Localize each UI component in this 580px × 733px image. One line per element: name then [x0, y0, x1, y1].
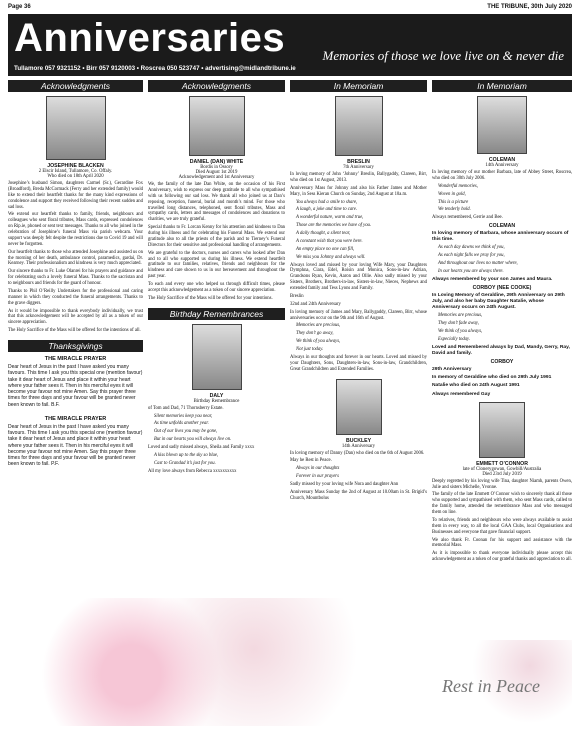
- notice-name: DANIEL (DAN) WHITE: [189, 159, 244, 165]
- notice-text: In loving memory of Barbara, whose anniversary occurs of this time.: [432, 231, 569, 243]
- flower-banner-image: [8, 598, 418, 726]
- notice-address: Bordís in Ossory: [200, 165, 233, 170]
- notice-text: Always loved and missed by your loving Wife Mary, your Daughters Dymphna, Ciara, Edel, Roisin and Monica, Sons-in-law Adrian, Grandsons Ryan, Kevin, Aaron and Ollie. Also sadly missed by your Sisters, Brothers, Brothers-in-law, Sisters-in-law, Nieces, Nephews and extended family and Tess Lyons and Family.: [290, 262, 427, 291]
- notice-text: In loving memory of Danny (Dan) who died on the 6th of August 2006.: [290, 450, 425, 456]
- column-in-memoriam-2: [432, 80, 572, 563]
- notice-text: In Loving Memory of Geraldine, 29th Anniversary on 29th July, and also her baby Daughter Natalie, whose Anniversary occurs on 24th August.: [432, 293, 565, 311]
- portrait-photo: [192, 324, 242, 390]
- verse-line: Memories are precious,: [296, 323, 341, 329]
- column-acknowledgments-1: [8, 80, 143, 468]
- notice-date: Acknowledgement and 1st Anniversary: [178, 175, 255, 180]
- verse-line: They don’t fade away,: [438, 321, 479, 327]
- notice-address: 2 Elscir Island, Tullamore, Co. Offaly.: [38, 169, 113, 174]
- verse-line: Not just today.: [296, 347, 324, 352]
- notice-name: EMMETT O’CONNOR: [476, 460, 528, 467]
- notice-name: DALY: [209, 392, 224, 399]
- verse-line: We think of you always,: [438, 329, 483, 335]
- verse-line: Those are the memories we have of you.: [296, 223, 372, 229]
- notice-text: 29th Anniversary: [432, 367, 472, 373]
- verse-line: A daily thought, a silent tear,: [296, 231, 351, 236]
- verse-line: In our hearts you are always there.: [438, 269, 504, 274]
- top-bar: [8, 4, 572, 14]
- verse-line: A constant wish that you were here.: [296, 238, 363, 244]
- notice-text: Always remembered by your son James and Maura.: [432, 276, 553, 282]
- notice-name: COLEMAN: [488, 157, 516, 163]
- verse-line: Out of our lives you may be gone,: [154, 429, 218, 435]
- column-in-memoriam-1: [290, 80, 427, 502]
- notice-sub: late of Clonerygowan, Gowbill/Australia: [462, 466, 542, 472]
- masthead: [8, 14, 572, 76]
- verse-line: Forever in our prayers: [296, 474, 339, 480]
- notice-text: Loved and Remembered always by Dad, Mandy, Gerry, Ray, David and family.: [432, 344, 570, 356]
- notice-text: 32nd and 24th Anniversary: [290, 301, 341, 307]
- verse-line: As each night falls we pray for you,: [438, 253, 505, 259]
- notice-text: of Tom and Dad, 71 Thornsberry Estate.: [148, 405, 224, 411]
- notice-text: Anniversary Mass Sunday the 2nd of August at 10.00am in St. Brigid’s Church, Mountbolus: [290, 489, 427, 501]
- prayer-body: Dear heart of Jesus in the past I have asked you many favours. This time I ask you this special one (mention favour) take it dear heart of Jesus and place it within your heart where your father sees it. Then in his merciful eyes it will become your favour not mine Amen. Say this prayer three times for three days and your favour will be granted never been known to fail. B.F.: [8, 364, 143, 408]
- notice-text: We are grateful to the doctors, nurses and carers who looked after Dan and to all who supported us during his illness. We extend heartfelt gratitude to our families, relatives, friends and neighbours for the kindness and care shown to us in our bereavement and throughout the past year.: [148, 250, 285, 280]
- section-header: In Memoriam: [432, 80, 572, 92]
- notice-text: To relatives, friends and neighbours who were always available to assist them in every way, to all the local GAA Clubs, local Organisations and Businesses and everyone that gave financial support.: [432, 517, 572, 535]
- verse-line: As each day dawns we think of you,: [438, 245, 505, 251]
- verse-line: Silent memories keep you near,: [154, 413, 213, 419]
- notice-text: Always in our thoughts and forever in our hearts. Loved and missed by your Daughters, Sons, Daughters-in-law, Sons-in-law, Grandchildren, Great Grandchildren and Extended Families.: [290, 354, 427, 372]
- notice-text: We extend our heartfelt thanks to family, friends, neighbours and colleagues who sent floral tributes, Mass cards, expressed condolences on Rip.ie, phoned or sent text messages. Thanks to all who joined in the celebration of Josephine’s funeral Mass via parish webcam. Your support was deeply felt despite the restrictions due to Covid 19 and will never be forgotten.: [8, 212, 143, 247]
- portrait-photo: [477, 96, 527, 154]
- verse-line: They don’t go away,: [296, 331, 334, 337]
- notice-text: The Holy Sacrifice of the Mass will be offered for your intentions.: [148, 295, 273, 301]
- notice-text: Josephine’s husband Simon, daughters Carmel (Sr.), Gerardine Fox (Broadford), Breda McCormack (Ferry and her extended family) would like to extend their heartfelt thanks for the many kind expressions of condolence and support they received following their recent sudden and sad loss.: [8, 181, 143, 210]
- notice-text: The Holy Sacrifice of the Mass will be offered for the intentions of all.: [8, 328, 141, 334]
- notice-name: COLEMAN: [488, 223, 516, 230]
- notice-text: Special thanks to Fr. Lorcan Kenny for his attention and kindness to Dan during his illness and for celebrating his Funeral Mass. We extend our gratitude also to all the priests of the parish and to Tierney’s Funeral Directors for their sensitive and professional handling of arrangements.: [148, 225, 285, 248]
- notice-text: In memory of Geraldine who died on 29th July 1991: [432, 375, 552, 381]
- verse-line: You always had a smile to share,: [296, 199, 358, 205]
- notice-text: May he Rest in Peace.: [290, 458, 332, 464]
- paper-date: THE TRIBUNE, 30th July 2020: [487, 4, 572, 10]
- notice-text: We also thank Fr. Coonan for his support and assistance with the memorial Mass.: [432, 537, 572, 549]
- notice-text: In loving memory of our mother Barbara, late of Abbey Street, Roscrea, who died on 30th July 2006.: [432, 170, 572, 181]
- portrait-photo: [336, 379, 382, 435]
- notice-text: Our sincere thanks to Fr. Luke Olanrei for his prayers and guidance and for celebrating such a lovely funeral Mass. Thanks to the sacristan and to neighbours and friends for the guard of honour.: [8, 269, 143, 286]
- rest-in-peace-image: [432, 640, 572, 726]
- notice-text: Natalie who died on 24th August 1991: [432, 383, 520, 389]
- section-header-thanksgivings: Thanksgivings: [8, 340, 143, 352]
- notice-text: Sadly missed by your loving wife Nora and daughter Ann: [290, 482, 399, 487]
- notice-text: Our heartfelt thanks to those who attended Josephine and assisted us on the morning of her death, ambulance control, paramedics, gardaí, Dr. Kearney. Their professionalism and kindness is very much appreciated.: [8, 249, 143, 267]
- verse-line: Especially today.: [438, 337, 471, 342]
- notice-date: Who died on 18th April 2020: [47, 174, 104, 179]
- notice-text: In loving memory of John ‘Johnny’ Breslin, Ballygaddy, Clareen, Birr, who died on 1st August, 2013.: [290, 172, 427, 183]
- notice-text: Always remembered Gay: [432, 391, 491, 397]
- verse-line: Woven in gold,: [438, 191, 466, 197]
- notice-text: As it would be impossible to thank everybody individually, we trust that this acknowledgement will be accepted by all as a token of our sincere appreciation.: [8, 308, 143, 326]
- verse-line: A wonderful nature, warm and true,: [296, 215, 364, 221]
- verse-line: Memories are precious,: [438, 313, 483, 319]
- portrait-photo: [189, 96, 245, 156]
- notice-text: Always remembered, Gerrie and Bee.: [432, 215, 503, 221]
- notice-sub: Died 23rd July 2019: [482, 471, 522, 477]
- verse-line: We think of you always,: [296, 339, 341, 345]
- page-number: Page 36: [8, 4, 31, 10]
- section-header: Acknowledgments: [8, 80, 143, 92]
- tagline: Memories of those we love live on & never die: [322, 48, 564, 63]
- verse-line: We miss you Johnny and always will.: [296, 254, 366, 260]
- verse-line: Cast to Grandad it’s just for you.: [154, 460, 216, 466]
- notice-sub: Birthday Remembrance: [193, 398, 240, 404]
- portrait-photo: [335, 96, 383, 156]
- notice-sub: 14th Anniversary: [341, 443, 376, 449]
- notice-text: As it is impossible to thank everyone individually please accept this acknowledgement as a token of our grateful thanks and appreciation to all.: [432, 551, 572, 563]
- section-header-birthday: Birthday Remembrances: [148, 308, 285, 320]
- verse-line: Wonderful memories,: [438, 183, 478, 189]
- prayer-title: THE MIRACLE PRAYER: [44, 415, 107, 422]
- page-title: Anniversaries: [14, 16, 286, 60]
- notice-name: JOSEPHINE BLACKEN: [47, 163, 104, 169]
- notice-text: In loving memory of James and Mary, Ballygaddy, Clareen, Birr, whose anniversaries occur on the 9th and 16th of August.: [290, 309, 427, 321]
- notice-text: Loved and sadly missed always, Sheila and Family xxxx: [148, 445, 255, 450]
- notice-text: To each and every one who helped us through difficult times, please accept this acknowledgement as a token of our sincere appreciation.: [148, 282, 285, 293]
- section-header: Acknowledgments: [148, 80, 285, 92]
- notice-name: BRESLIN: [347, 159, 370, 165]
- rest-in-peace-label: Rest in Peace: [442, 676, 540, 696]
- notice-sub: 14th Anniversary: [485, 163, 519, 168]
- verse-line: A laugh, a joke and time to care.: [296, 207, 358, 213]
- notice-date: Died August 1st 2019: [195, 170, 238, 175]
- notice-text: Thanks to Phil O’Reilly Undertakers for the professional and caring manner in which they conducted the funeral arrangements. Thanks to the grave diggers.: [8, 288, 143, 306]
- contact-line: Tullamore 057 9321152 • Birr 057 9120003 • Roscrea 050 523747 • advertising@midlandtribune.ie: [14, 65, 296, 72]
- verse-line: And throughout our lives no matter where,: [438, 261, 518, 267]
- verse-line: As time unfolds another year.: [154, 421, 209, 427]
- notice-text: Deeply regretted by his loving wife Tina, daughter Niamh, parents Owen, Julie and sisters Michelle, Yvonne.: [432, 478, 572, 490]
- notice-text: We, the family of the late Dan White, on the occasion of his First Anniversary, wish to express our deep gratitude to all who sympathised with us following our sad loss. We thank all who joined us at Dan’s reposing, reception, funeral, burial and month’s mind. For those who travelled long distances, telephoned, sent floral tributes, Mass and sympathy cards, letters and messages of condolences and donations to charities, we are truly grateful.: [148, 182, 285, 223]
- verse-line: This is a picture: [438, 199, 469, 205]
- prayer-body: Dear heart of Jesus in the past I have asked you many favours. This time I ask you this special one (mention favour) take it dear heart of Jesus and place it within your heart where your father sees it. Then in his merciful eyes it will become your favour not mine Amen. Say this prayer three times for three days and your favour will be granted never been known to fail. P.F.: [8, 423, 143, 468]
- verse-line: Always in our thoughts: [296, 466, 340, 472]
- notice-text: Anniversary Mass for Johnny and also his Father James and Mother Mary, in Sess Kieran Church on Sunday, 2nd August at 10a.m.: [290, 185, 427, 197]
- column-acknowledgments-2: [148, 80, 285, 475]
- section-header: In Memoriam: [290, 80, 427, 92]
- verse-line: An empty place no one can fill,: [296, 246, 355, 252]
- notice-text: All my love always from Rebecca xxxxxxxxxx: [148, 468, 237, 474]
- portrait-photo: [46, 96, 106, 160]
- verse-line: We tenderly hold.: [438, 207, 471, 213]
- notice-name: CORBOY: [490, 359, 514, 366]
- notice-name: CORBOY (NEE COOKE): [472, 285, 532, 291]
- notice-sub: 7th Anniversary: [343, 165, 374, 170]
- notice-text: Breslin: [290, 293, 304, 299]
- notice-name: BUCKLEY: [345, 437, 372, 444]
- verse-line: But in our hearts you will always live on.: [154, 437, 232, 443]
- verse-line: A kiss blown up to the sky so blue,: [154, 452, 219, 458]
- notice-text: The family of the late Emmett O’Connor wish to sincerely thank all those who supported and sympathised with them, who sent Mass cards, called to the family home, attended the remembrance Mass and who messaged them on line.: [432, 492, 572, 515]
- prayer-title: THE MIRACLE PRAYER: [44, 356, 107, 362]
- portrait-photo: [479, 402, 525, 458]
